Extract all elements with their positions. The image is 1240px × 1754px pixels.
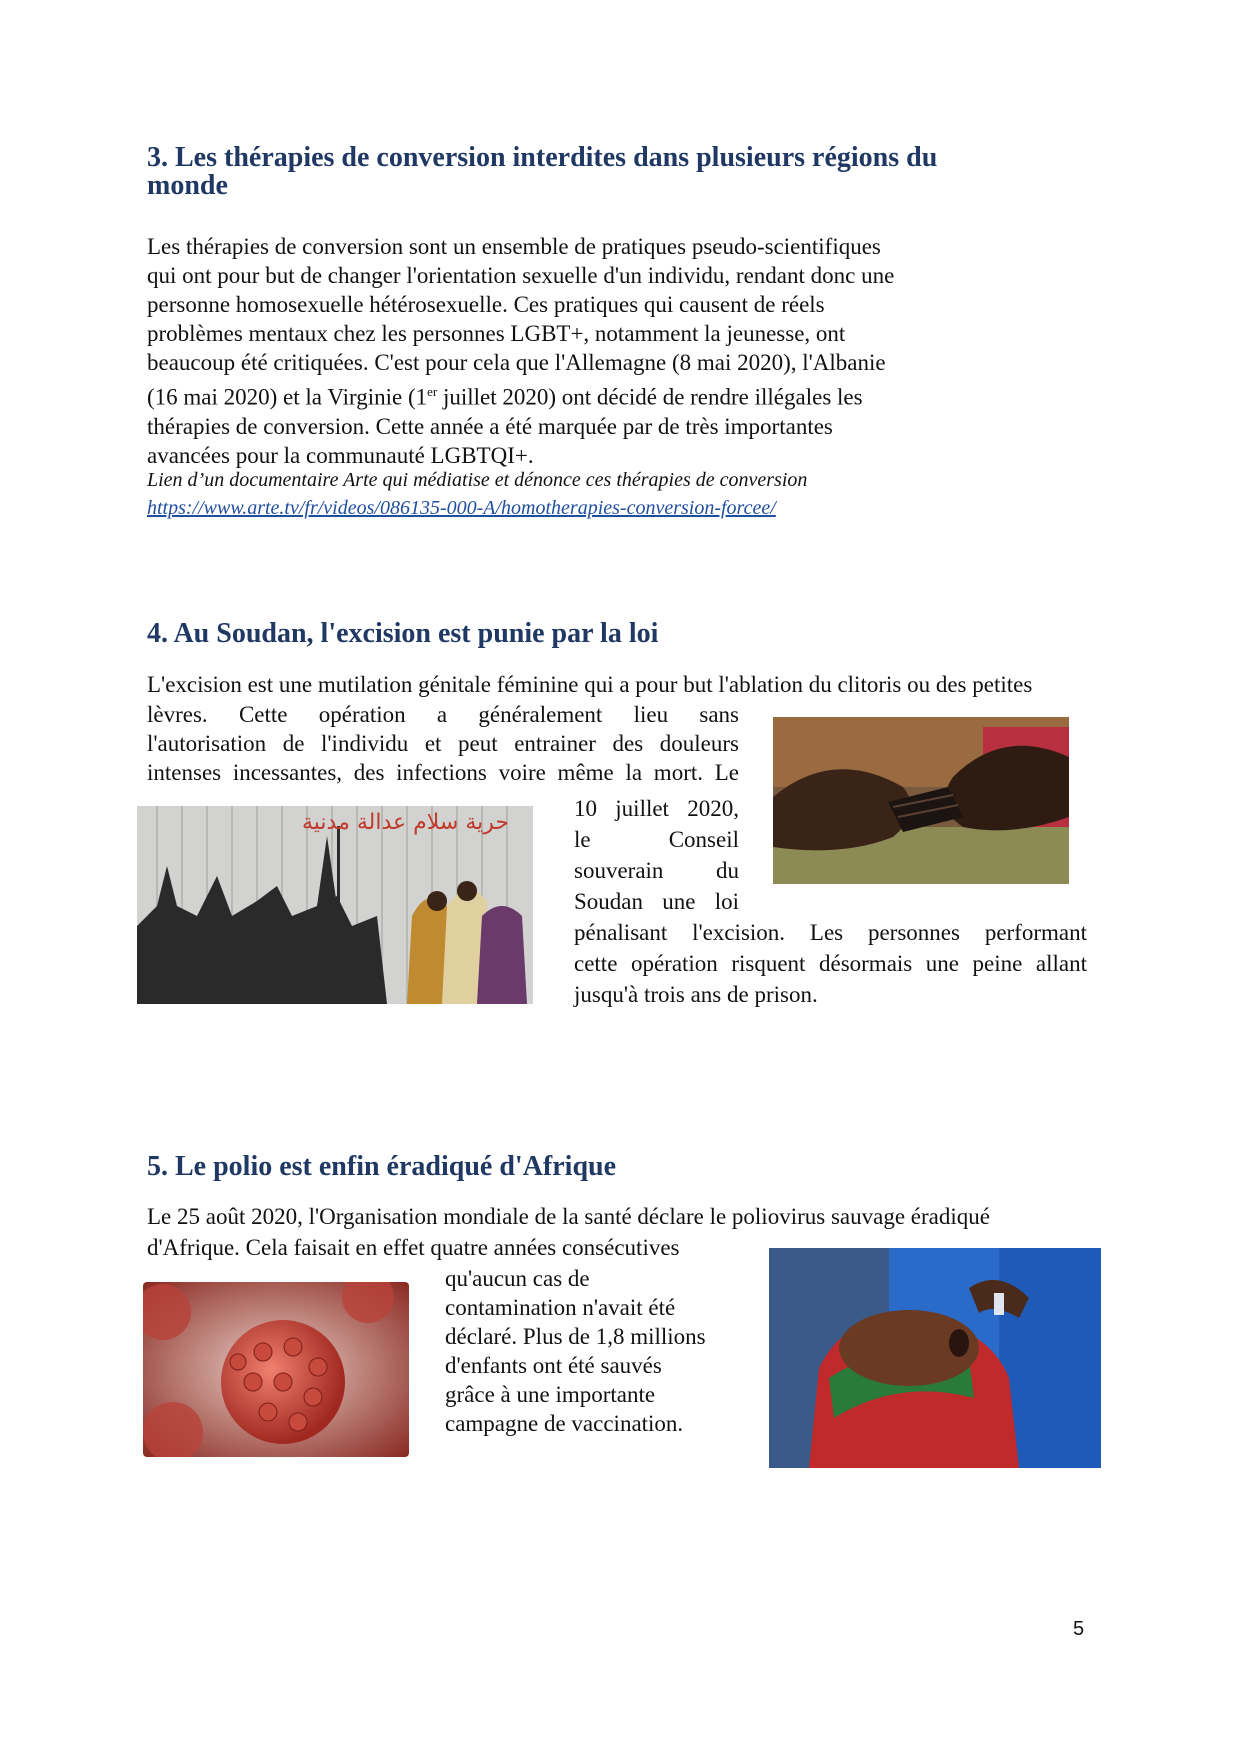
body-line — [147, 377, 1027, 412]
body-line: qui ont pour but de changer l'orientation sexuelle d'un individu, rendant donc une — [147, 263, 895, 288]
body-line: lèvres. Cette opération a généralement lieu sans — [147, 702, 739, 727]
body-line: problèmes mentaux chez les personnes LGBT+, notamment la jeunesse, ont — [147, 321, 846, 346]
body-line: Soudan une loi — [574, 889, 739, 914]
documentary-caption: Lien d’un documentaire Arte qui médiatise et dénonce ces thérapies de conversion — [147, 469, 808, 491]
body-line: l'autorisation de l'individu et peut entrainer des douleurs — [147, 731, 739, 756]
body-line: cette opération risquent désormais une peine allant — [574, 951, 1087, 976]
body-line: Les thérapies de conversion sont un ensemble de pratiques pseudo-scientifiques — [147, 234, 881, 259]
page-number: 5 — [1073, 1618, 1085, 1640]
body-line: 10 juillet 2020, — [574, 796, 739, 821]
body-line: souverain du — [574, 858, 739, 883]
section-3-heading — [147, 144, 937, 200]
hands-photo — [773, 717, 1069, 884]
body-line: jusqu'à trois ans de prison. — [574, 982, 818, 1007]
body-line: campagne de vaccination. — [445, 1411, 684, 1436]
body-line: contamination n'avait été — [445, 1295, 676, 1320]
ordinal-suffix: er — [427, 384, 438, 399]
body-line-part: juillet 2020) ont décidé de rendre illégales les — [437, 384, 863, 410]
body-line: le Conseil — [574, 827, 739, 852]
section-4-line-full: L'excision est une mutilation génitale féminine qui a pour but l'ablation du clitoris ou des petites — [147, 672, 1033, 697]
section-5-line-full: Le 25 août 2020, l'Organisation mondiale de la santé déclare le poliovirus sauvage éradiqué — [147, 1204, 990, 1229]
section-5-heading: 5. Le polio est enfin éradiqué d'Afrique — [147, 1151, 617, 1182]
body-line: avancées pour la communauté LGBTQI+. — [147, 442, 534, 468]
body-line: grâce à une importante — [445, 1382, 656, 1407]
mural-photo — [137, 806, 533, 1004]
section-4-narrow-text — [574, 793, 739, 917]
section-3-heading-line1: 3. Les thérapies de conversion interdites dans plusieurs régions du — [147, 142, 938, 173]
vaccination-photo — [769, 1248, 1101, 1468]
body-line: d'enfants ont été sauvés — [445, 1353, 662, 1378]
body-line: intenses incessantes, des infections voire même la mort. Le — [147, 760, 739, 785]
section-3-body — [147, 232, 1027, 470]
body-line: thérapies de conversion. Cette année a été marquée par de très importantes — [147, 413, 833, 439]
body-line: personne homosexuelle hétérosexuelle. Ces pratiques qui causent de réels — [147, 292, 825, 317]
section-3-heading-line2: monde — [147, 170, 228, 201]
mural-graffiti: حرية سلام عدالة مدنية — [302, 810, 509, 835]
body-line-part: (16 mai 2020) et la Virginie (1 — [147, 384, 428, 410]
section-5-mid-text — [445, 1264, 745, 1438]
section-5-line-2: d'Afrique. Cela faisait en effet quatre années consécutives — [147, 1235, 680, 1260]
poliovirus-illustration — [143, 1282, 409, 1457]
documentary-link[interactable]: https://www.arte.tv/fr/videos/086135-000-A/homotherapies-conversion-forcee/ — [147, 497, 776, 519]
body-line: qu'aucun cas de — [445, 1266, 590, 1291]
section-4-heading: 4. Au Soudan, l'excision est punie par la loi — [147, 618, 659, 649]
body-line: pénalisant l'excision. Les personnes performant — [574, 920, 1087, 945]
body-line: déclaré. Plus de 1,8 millions — [445, 1324, 706, 1349]
section-4-wide-text — [574, 917, 1087, 1010]
body-line: beaucoup été critiquées. C'est pour cela que l'Allemagne (8 mai 2020), l'Albanie — [147, 350, 886, 375]
section-4-left-text — [147, 700, 739, 787]
